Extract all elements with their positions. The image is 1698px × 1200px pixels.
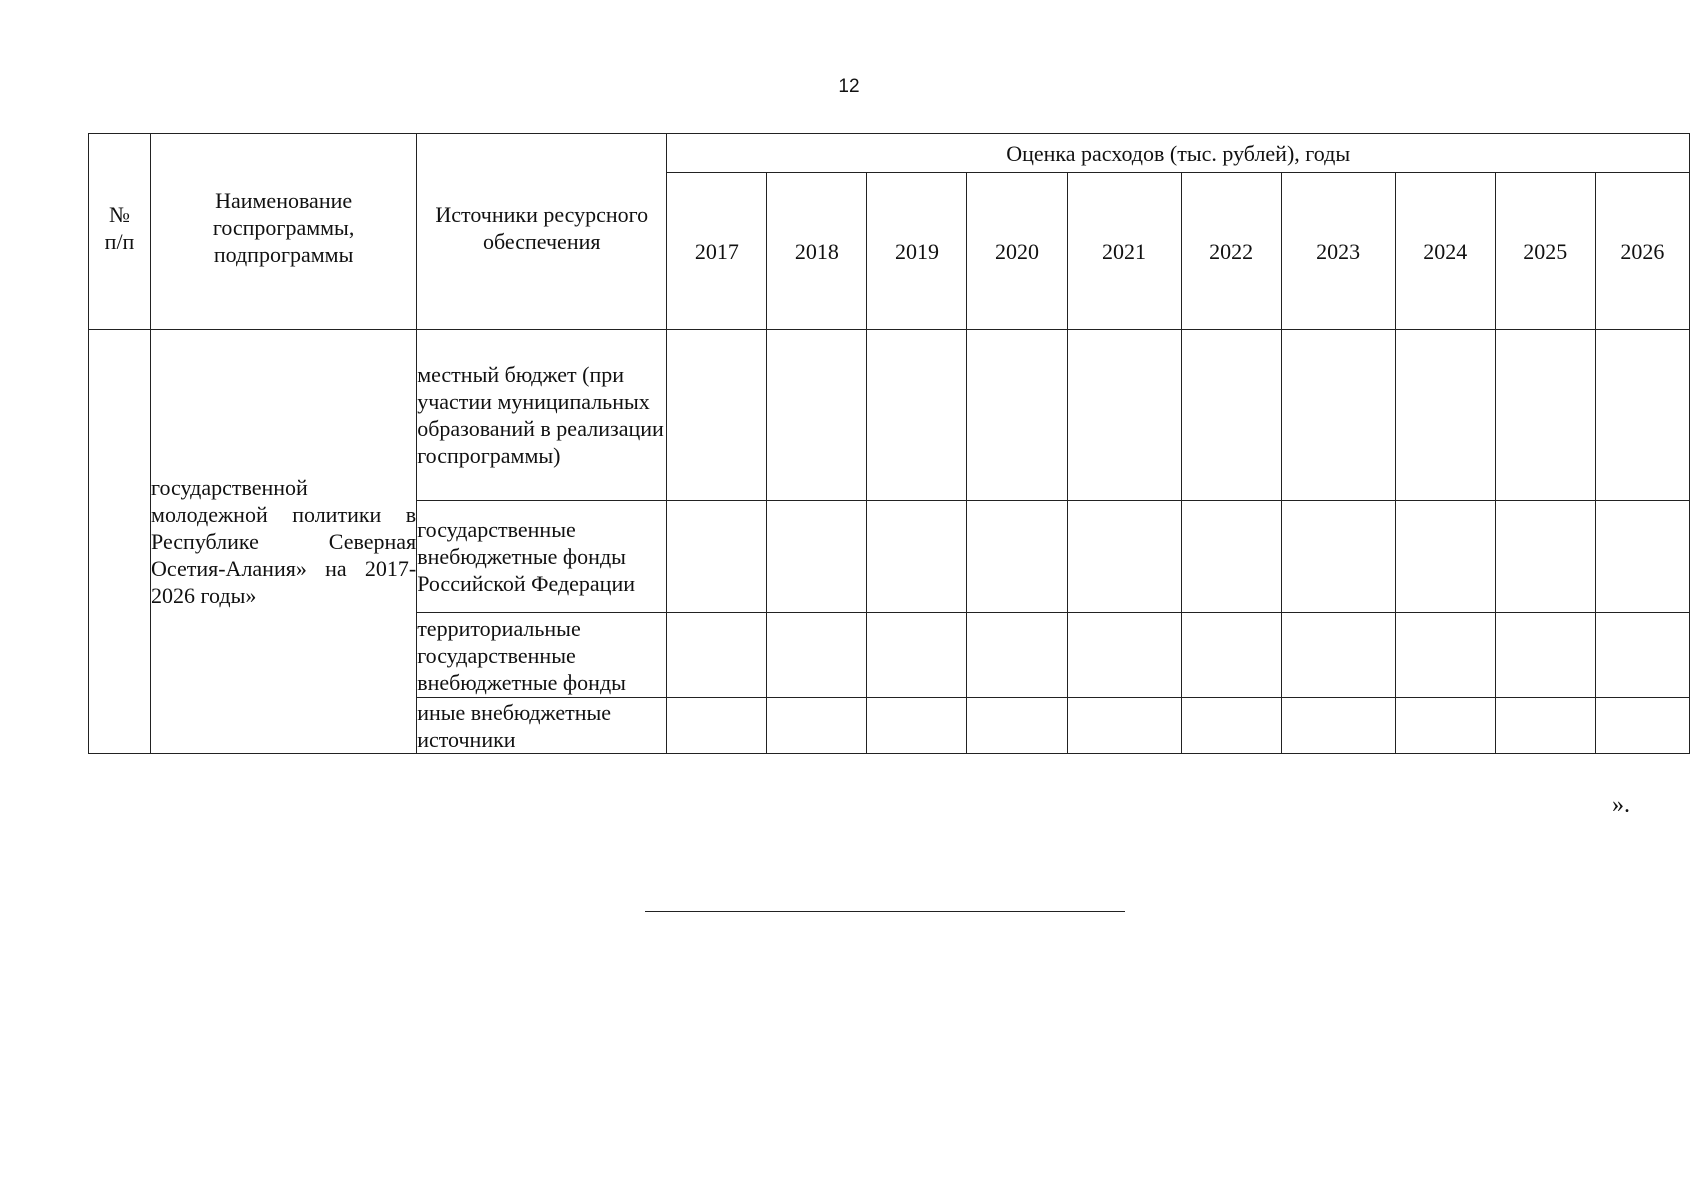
header-year: 2026 xyxy=(1595,173,1689,330)
program-name-cell: государственной молодежной политики в Республике Северная Осетия-Алания» на 2017-2026 годы» xyxy=(151,330,417,754)
value-cell xyxy=(1067,501,1181,613)
value-cell xyxy=(1595,698,1689,754)
page-number: 12 xyxy=(838,76,860,97)
header-number xyxy=(89,134,151,330)
value-cell xyxy=(1181,613,1281,698)
value-cell xyxy=(1495,330,1595,501)
value-cell xyxy=(867,613,967,698)
header-sources xyxy=(417,134,667,330)
budget-table xyxy=(88,133,1690,754)
value-cell xyxy=(667,501,767,613)
header-year: 2018 xyxy=(767,173,867,330)
header-program-name xyxy=(151,134,417,330)
value-cell xyxy=(1395,330,1495,501)
value-cell xyxy=(767,501,867,613)
header-program-name-label: Наименование госпрограммы, подпрограммы xyxy=(212,188,355,267)
header-year: 2025 xyxy=(1495,173,1595,330)
value-cell xyxy=(867,698,967,754)
header-years-title: Оценка расходов (тыс. рублей), годы xyxy=(667,134,1690,173)
value-cell xyxy=(1595,613,1689,698)
value-cell xyxy=(1395,501,1495,613)
value-cell xyxy=(1281,698,1395,754)
header-number-label: № п/п xyxy=(104,201,135,254)
value-cell xyxy=(1495,698,1595,754)
value-cell xyxy=(1281,613,1395,698)
source-cell: местный бюджет (при участии муниципальных образований в реализации госпрограммы) xyxy=(417,330,667,501)
value-cell xyxy=(767,698,867,754)
value-cell xyxy=(667,613,767,698)
separator-rule xyxy=(645,911,1125,912)
value-cell xyxy=(1181,698,1281,754)
value-cell xyxy=(767,613,867,698)
table-row xyxy=(89,330,1690,501)
value-cell xyxy=(1495,613,1595,698)
value-cell xyxy=(1595,330,1689,501)
value-cell xyxy=(1067,698,1181,754)
value-cell xyxy=(1495,501,1595,613)
value-cell xyxy=(1181,501,1281,613)
value-cell xyxy=(1067,613,1181,698)
value-cell xyxy=(867,501,967,613)
header-year: 2017 xyxy=(667,173,767,330)
header-year: 2024 xyxy=(1395,173,1495,330)
value-cell xyxy=(1181,330,1281,501)
value-cell xyxy=(967,698,1067,754)
value-cell xyxy=(967,330,1067,501)
header-year: 2022 xyxy=(1181,173,1281,330)
value-cell xyxy=(1395,613,1495,698)
source-cell: государственные внебюджетные фонды Российской Федерации xyxy=(417,501,667,613)
row-number-cell xyxy=(89,330,151,754)
value-cell xyxy=(667,698,767,754)
header-year: 2021 xyxy=(1067,173,1181,330)
value-cell xyxy=(1595,501,1689,613)
value-cell xyxy=(1281,501,1395,613)
value-cell xyxy=(1395,698,1495,754)
source-cell: иные внебюджетные источники xyxy=(417,698,667,754)
closing-quote-mark: ». xyxy=(1612,792,1630,818)
value-cell xyxy=(767,330,867,501)
value-cell xyxy=(967,613,1067,698)
header-sources-label: Источники ресурсного обеспечения xyxy=(435,201,649,254)
value-cell xyxy=(667,330,767,501)
header-year: 2019 xyxy=(867,173,967,330)
header-year: 2020 xyxy=(967,173,1067,330)
source-cell: территориальные государственные внебюджетные фонды xyxy=(417,613,667,698)
value-cell xyxy=(1281,330,1395,501)
value-cell xyxy=(1067,330,1181,501)
value-cell xyxy=(967,501,1067,613)
header-year: 2023 xyxy=(1281,173,1395,330)
value-cell xyxy=(867,330,967,501)
